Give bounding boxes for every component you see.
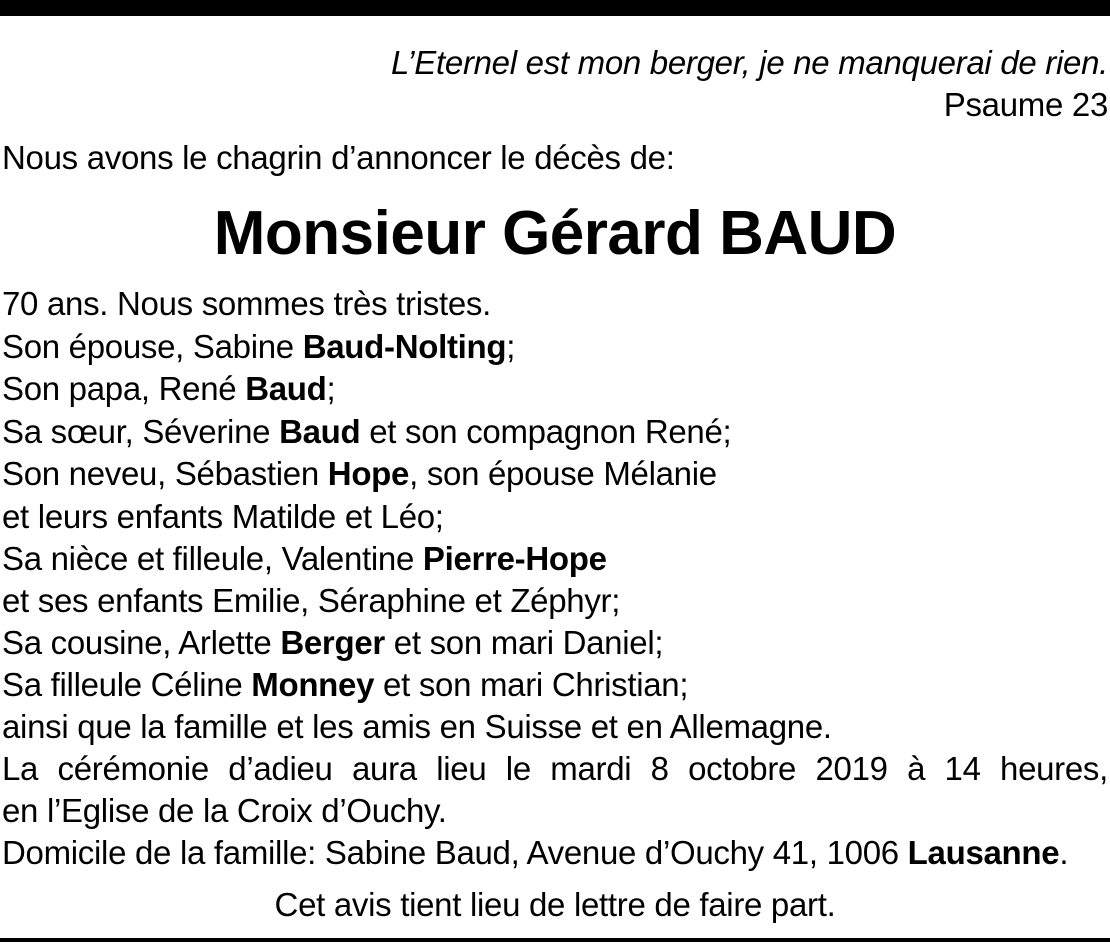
goddaughter-rest: et son mari Christian; (374, 666, 689, 703)
father-surname: Baud (245, 370, 327, 407)
family-nephew-children: et leurs enfants Matilde et Léo; (2, 498, 444, 535)
age-line: 70 ans. Nous sommes très tristes. (2, 285, 491, 322)
sister-rest: et son compagnon René; (360, 413, 732, 450)
father-text: Son papa, René (2, 370, 246, 407)
top-border-rule (0, 0, 1110, 16)
niece-text: Sa nièce et filleule, Valentine (2, 540, 423, 577)
cousin-rest: et son mari Daniel; (384, 624, 664, 661)
family-spouse (2, 326, 515, 368)
ceremony-date: La cérémonie d’adieu aura lieu le mardi 8 octobre 2019 à 14 heures, (2, 750, 1108, 787)
family-address (2, 832, 1068, 874)
goddaughter-text: Sa filleule Céline (2, 666, 252, 703)
goddaughter-surname: Monney (251, 666, 375, 703)
nephew-text: Son neveu, Sébastien (2, 455, 328, 492)
family-cousin (2, 622, 663, 664)
family-niece (2, 538, 607, 580)
sister-text: Sa sœur, Séverine (2, 413, 280, 450)
nephew-rest: , son épouse Mélanie (409, 455, 717, 492)
cousin-text: Sa cousine, Arlette (2, 624, 281, 661)
closing-note: Cet avis tient lieu de lettre de faire part. (274, 886, 836, 923)
spouse-punct: ; (506, 328, 516, 365)
epigraph-reference: Psaume 23 (943, 86, 1108, 123)
announcement-intro: Nous avons le chagrin d’annoncer le décès de: (2, 139, 675, 176)
family-sister (2, 411, 731, 453)
family-friends: ainsi que la famille et les amis en Suisse et en Allemagne. (2, 708, 832, 745)
sister-surname: Baud (279, 413, 361, 450)
nephew-surname: Hope (327, 455, 410, 492)
cousin-surname: Berger (280, 624, 385, 661)
family-niece-children: et ses enfants Emilie, Séraphine et Zéphyr; (2, 582, 621, 619)
address-text: Domicile de la famille: Sabine Baud, Avenue d’Ouchy 41, 1006 (2, 834, 908, 871)
ceremony-location: en l’Eglise de la Croix d’Ouchy. (2, 792, 447, 829)
deceased-name: Monsieur Gérard BAUD (213, 199, 897, 268)
address-punct: . (1059, 834, 1069, 871)
epigraph-quote: L’Eternel est mon berger, je ne manquerai de rien. (391, 44, 1108, 81)
niece-surname: Pierre-Hope (422, 540, 607, 577)
spouse-text: Son épouse, Sabine (2, 328, 303, 365)
bottom-border-rule (0, 938, 1110, 942)
father-punct: ; (326, 370, 336, 407)
family-nephew (2, 453, 717, 495)
family-goddaughter (2, 664, 688, 706)
spouse-surname: Baud-Nolting (302, 328, 507, 365)
address-city: Lausanne (907, 834, 1060, 871)
family-father (2, 368, 335, 410)
